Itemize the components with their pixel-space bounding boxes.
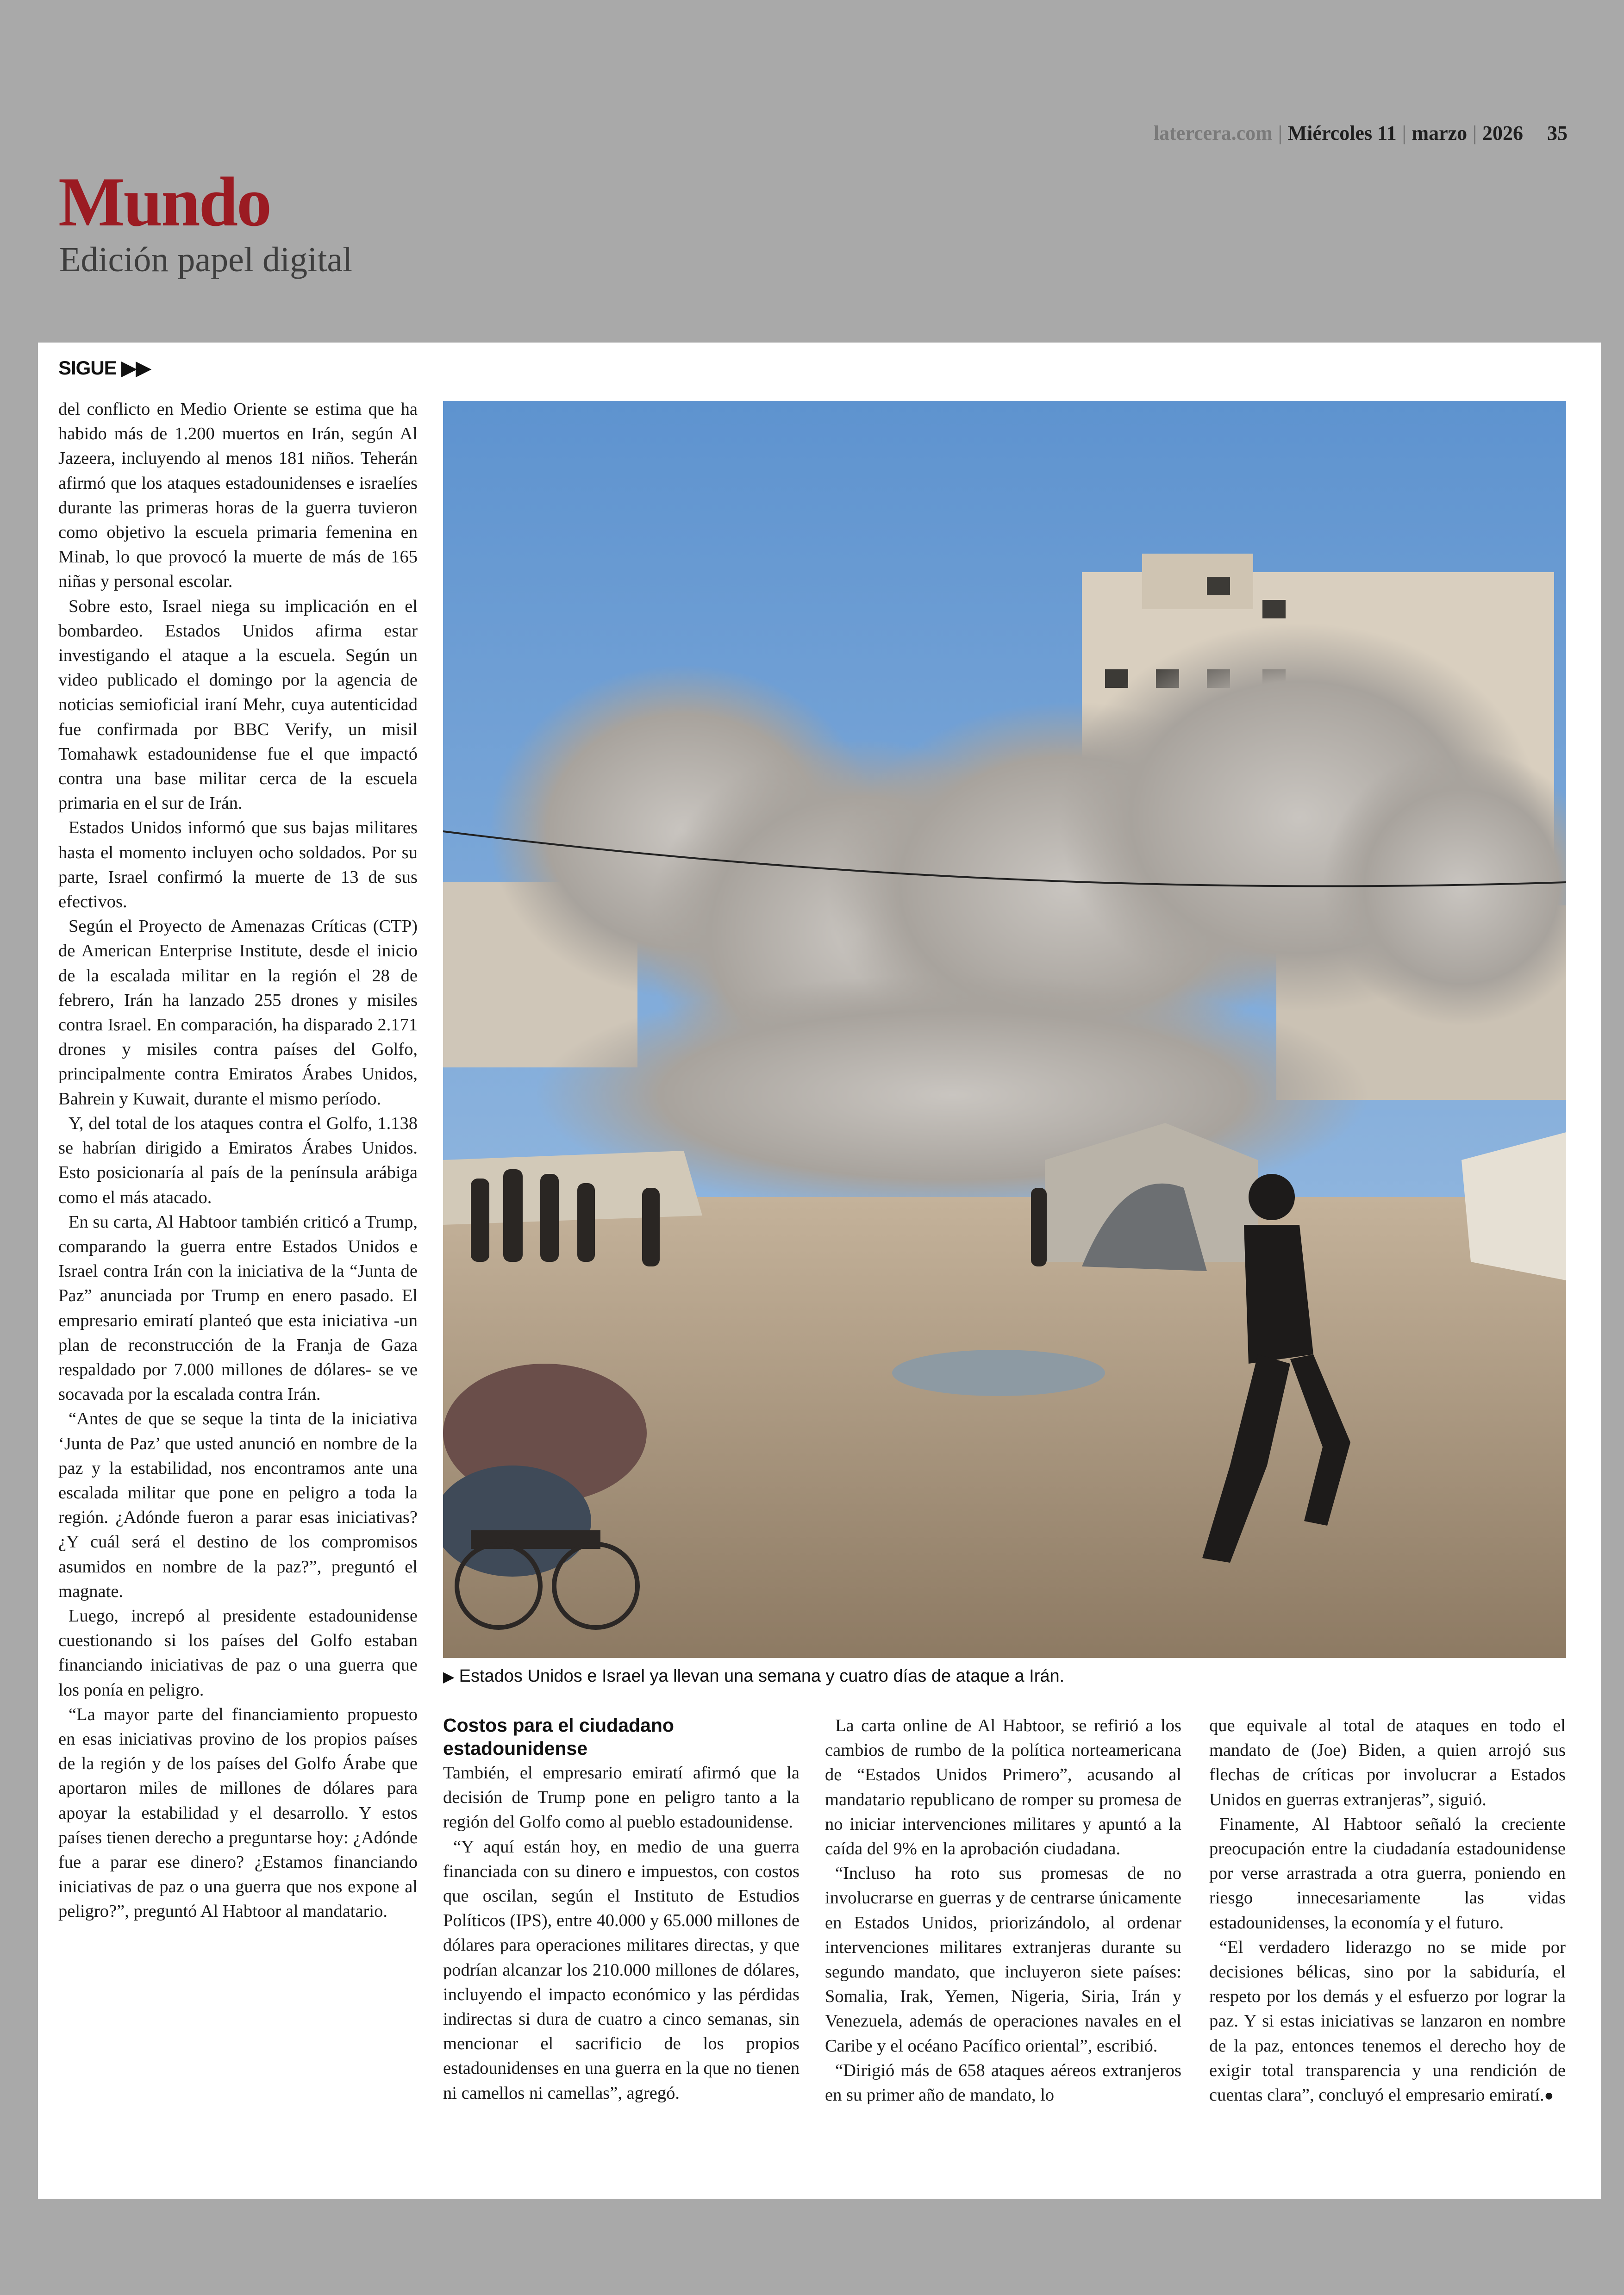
paragraph: “Y aquí están hoy, en medio de una guerra financiada con su dinero e impuestos, con costos que oscilan, según el Instituto de Estudios Políticos (IPS), entre 40.000 y 65.000 millones de dólares para operaciones militares directas, y que podrían alcanzar los 210.000 millones de dólares, incluyendo el impacto económico y las pérdidas indirectas si dura de cuatro a cinco semanas, sin mencionar el sacrificio de los propios estadounidenses en una guerra en la que no tienen ni camellos ni camellas”, agregó. <box>443 1837 800 2103</box>
paragraph-text: “El verdadero liderazgo no se mide por decisiones bélicas, sino por la sabiduría, el respeto por los demás y el esfuerzo por lograr la paz. Y si estas iniciativas se lanzaron en nombre de la paz, entonces tenemos el derecho hoy de exigir total transparencia y una rendición de cuentas clara”, concluyó el empresario emiratí. <box>1209 1937 1566 2105</box>
paragraph: La carta online de Al Habtoor, se refirió a los cambios de rumbo de la política norteamericana de “Estados Unidos Primero”, acusando al mandatario republicano de romper su promesa de no iniciar intervenciones militares y apuntó a la caída del 9% en la aprobación ciudadana. <box>825 1716 1181 1859</box>
paragraph: Finamente, Al Habtoor señaló la creciente preocupación entre la ciudadanía estadounidense por verse arrastrada a otra guerra, poniendo en riesgo innecesariamente las vidas estadounidenses, la economía y el futuro. <box>1209 1814 1566 1933</box>
paragraph: Y, del total de los ataques contra el Golfo, 1.138 se habrían dirigido a Emiratos Árabes Unidos. Esto posicionaría al país de la península arábiga como el más atacado. <box>58 1113 418 1207</box>
end-mark-icon: ● <box>1544 2087 1554 2105</box>
masthead <box>0 0 1624 343</box>
header-info: latercera.com | Miércoles 11 | marzo | 2026 35 <box>1153 122 1568 144</box>
page-number: 35 <box>1547 122 1568 144</box>
paragraph <box>1209 1935 1566 2108</box>
paragraph: Sobre esto, Israel niega su implicación en el bombardeo. Estados Unidos afirma estar investigando el ataque a la escuela. Según un video publicado el domingo por la agencia de noticias semioficial iraní Mehr, cuya autenticidad fue confirmada por BBC Verify, un misil Tomahawk estadounidense fue el que impactó contra una base militar cerca de la escuela primaria en el sur de Irán. <box>58 596 418 813</box>
continues-label: SIGUE ▶▶ <box>58 357 150 379</box>
site-link[interactable]: latercera.com <box>1153 122 1273 144</box>
caption-marker-icon: ▶ <box>443 1668 455 1685</box>
paragraph: Luego, increpó al presidente estadounidense cuestionando si los países del Golfo estaban financiando iniciativas de paz o una guerra que los ponía en peligro. <box>58 1606 418 1700</box>
paragraph: También, el empresario emiratí afirmó que la decisión de Trump pone en peligro tanto a la región del Golfo como al pueblo estadounidense. <box>443 1763 800 1832</box>
newspaper-page <box>38 343 1601 2199</box>
article-column-2 <box>443 1714 800 2186</box>
subheading: Costos para el ciudadano estadounidense <box>443 1715 674 1759</box>
paragraph: “Dirigió más de 658 ataques aéreos extranjeros en su primer año de mandato, lo <box>825 2060 1181 2105</box>
article-column-4 <box>1209 1714 1566 2186</box>
paragraph: “Incluso ha roto sus promesas de no involucrarse en guerras y de centrarse únicamente en Estados Unidos, priorizándolo, al ordenar intervenciones militares extranjeras durante su segundo mandato, que incluyeron siete países: Somalia, Irak, Yemen, Nigeria, Siria, Irán y Venezuela, además de operaciones navales en el Caribe y el océano Pacífico oriental”, escribió. <box>825 1864 1181 2056</box>
section-title: Mundo <box>58 163 271 241</box>
paragraph: del conflicto en Medio Oriente se estima que ha habido más de 1.200 muertos en Irán, según Al Jazeera, incluyendo al menos 181 niños. Teherán afirmó que los ataques estadounidenses e israelíes durante las primeras horas de la guerra tuvieron como objetivo la escuela primaria femenina en Minab, lo que provocó la muerte de más de 165 niñas y personal escolar. <box>58 399 418 592</box>
article-column-3 <box>825 1714 1181 2186</box>
news-photo <box>443 401 1566 1658</box>
photo-caption <box>443 1666 1566 1686</box>
article-column-1 <box>58 397 418 2184</box>
edition-label: Edición papel digital <box>59 240 353 279</box>
paragraph: Estados Unidos informó que sus bajas militares hasta el momento incluyen ocho soldados. Por su parte, Israel confirmó la muerte de 13 de sus efectivos. <box>58 818 418 912</box>
caption-text: Estados Unidos e Israel ya llevan una semana y cuatro días de ataque a Irán. <box>459 1666 1065 1686</box>
paragraph: que equivale al total de ataques en todo el mandato de (Joe) Biden, a quien arrojó sus flechas de críticas por involucrar a Estados Unidos en guerras extranjeras”, siguió. <box>1209 1716 1566 1809</box>
paragraph: Según el Proyecto de Amenazas Críticas (CTP) de American Enterprise Institute, desde el inicio de la escalada militar en la región el 28 de febrero, Irán ha lanzado 255 drones y misiles contra Israel. En comparación, ha disparado 2.171 drones y misiles contra países del Golfo, principalmente contra Emiratos Árabes Unidos, Bahrein y Kuwait, durante el mismo período. <box>58 917 418 1109</box>
paragraph: En su carta, Al Habtoor también criticó a Trump, comparando la guerra entre Estados Unidos e Israel contra Irán con la iniciativa de la “Junta de Paz” anunciada por Trump en enero pasado. El empresario emiratí planteó que esta iniciativa -un plan de reconstrucción de la Franja de Gaza respaldado por 7.000 millones de dólares- se ve socavada por la escalada contra Irán. <box>58 1212 418 1404</box>
header-year: 2026 <box>1482 122 1523 144</box>
header-day: Miércoles 11 <box>1287 122 1397 144</box>
header-month: marzo <box>1412 122 1468 144</box>
paragraph: “Antes de que se seque la tinta de la iniciativa ‘Junta de Paz’ que usted anunció en nombre de la paz y la estabilidad, nos encontramos ante una escalada militar que pone en peligro a toda la región. ¿Adónde fueron a parar esas iniciativas? ¿Y cuál será el destino de los compromisos asumidos en nombre de la paz?”, preguntó el magnate. <box>58 1409 418 1601</box>
paragraph: “La mayor parte del financiamiento propuesto en esas iniciativas provino de los propios países de la región y de los países del Golfo Árabe que aportaron miles de millones de dólares para apoyar la estabilidad y el desarrollo. Y estos países tienen derecho a preguntarse hoy: ¿Adónde fue a parar ese dinero? ¿Estamos financiando iniciativas de paz o una guerra que nos expone al peligro?”, preguntó Al Habtoor al mandatario. <box>58 1704 418 1921</box>
explosion-scene-illustration <box>443 401 1566 1658</box>
